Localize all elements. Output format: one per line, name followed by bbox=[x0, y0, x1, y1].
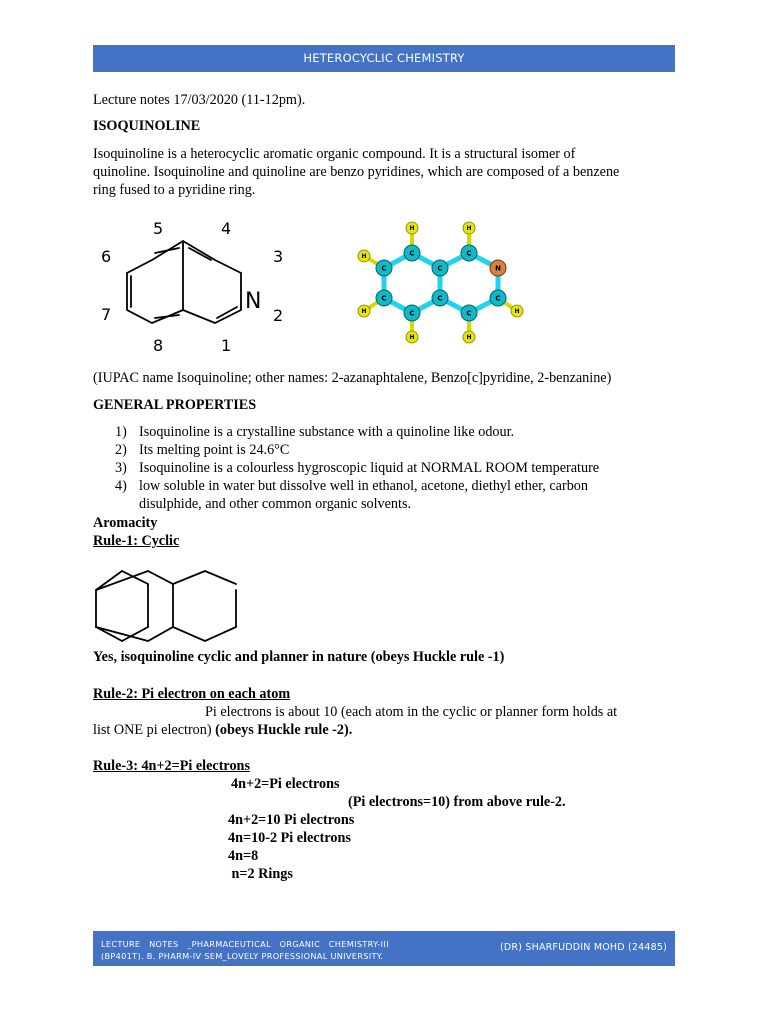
intro-line-3: ring fused to a pyridine ring. bbox=[93, 182, 256, 198]
rule3-heading: Rule-3: 4n+2=Pi electrons bbox=[93, 758, 250, 774]
position-2: 2 bbox=[273, 306, 284, 325]
svg-text:C: C bbox=[466, 249, 472, 258]
rule3-line-2: (Pi electrons=10) from above rule-2. bbox=[348, 794, 566, 810]
position-8: 8 bbox=[153, 336, 164, 355]
hydrogen-atom bbox=[463, 222, 475, 234]
svg-text:C: C bbox=[381, 294, 387, 303]
svg-text:H: H bbox=[361, 308, 367, 315]
list-text: Its melting point is 24.6°C bbox=[139, 442, 290, 458]
rule3-line-3: 4n+2=10 Pi electrons bbox=[228, 812, 355, 828]
footer-bar bbox=[93, 931, 675, 966]
rule3-line-1: 4n+2=Pi electrons bbox=[231, 776, 340, 792]
hydrogen-atom bbox=[358, 250, 370, 262]
svg-text:H: H bbox=[514, 308, 520, 315]
position-5: 5 bbox=[153, 219, 164, 238]
svg-text:C: C bbox=[409, 249, 415, 258]
list-text: low soluble in water but dissolve well in ethanol, acetone, diethyl ether, carbon bbox=[139, 478, 588, 494]
svg-text:H: H bbox=[409, 334, 415, 341]
carbon-atom bbox=[404, 245, 420, 261]
isoquinoline-numbered-structure bbox=[93, 210, 313, 360]
svg-text:C: C bbox=[437, 264, 443, 273]
header-title: HETEROCYCLIC CHEMISTRY bbox=[303, 51, 465, 65]
svg-text:C: C bbox=[409, 309, 415, 318]
hydrogen-atom bbox=[406, 331, 418, 343]
intro-line-2: quinoline. Isoquinoline and quinoline are benzo pyridines, which are composed of a benzene bbox=[93, 164, 620, 180]
svg-text:C: C bbox=[381, 264, 387, 273]
aromacity-heading: Aromacity bbox=[93, 515, 158, 531]
carbon-atom bbox=[461, 305, 477, 321]
carbon-atom bbox=[376, 260, 392, 276]
nitrogen-atom bbox=[490, 260, 506, 276]
rule2-line-2 bbox=[93, 721, 352, 739]
page-heading: ISOQUINOLINE bbox=[93, 118, 201, 134]
list-number: 1) bbox=[115, 424, 127, 440]
carbon-atom bbox=[432, 260, 448, 276]
svg-text:C: C bbox=[466, 309, 472, 318]
list-number: 3) bbox=[115, 460, 127, 476]
list-item bbox=[115, 441, 599, 459]
footer-author: (DR) SHARFUDDIN MOHD (24485) bbox=[500, 942, 667, 953]
isoquinoline-structure bbox=[93, 565, 273, 647]
footer-course-info bbox=[101, 938, 389, 962]
list-item bbox=[115, 459, 599, 477]
carbon-atom bbox=[432, 290, 448, 306]
hydrogen-atom bbox=[406, 222, 418, 234]
rule3-line-4: 4n=10-2 Pi electrons bbox=[228, 830, 351, 846]
position-7: 7 bbox=[101, 305, 112, 324]
lecture-date: Lecture notes 17/03/2020 (11-12pm). bbox=[93, 92, 306, 108]
hydrogen-atom bbox=[511, 305, 523, 317]
rule2-line-1: Pi electrons is about 10 (each atom in the cyclic or planner form holds at bbox=[205, 704, 618, 720]
general-properties-heading: GENERAL PROPERTIES bbox=[93, 397, 257, 413]
list-text: Isoquinoline is a colourless hygroscopic liquid at NORMAL ROOM temperature bbox=[139, 460, 600, 476]
svg-text:N: N bbox=[495, 264, 501, 273]
intro-line-1: Isoquinoline is a heterocyclic aromatic organic compound. It is a structural isomer of bbox=[93, 146, 576, 162]
header-bar bbox=[93, 45, 675, 72]
footer-line-1: LECTURE NOTES _PHARMACEUTICAL ORGANIC CHEMISTRY-III bbox=[101, 939, 389, 949]
position-1: 1 bbox=[221, 336, 232, 355]
list-item bbox=[115, 477, 599, 513]
isoquinoline-ball-stick-model bbox=[352, 215, 532, 350]
list-number: 4) bbox=[115, 478, 127, 494]
position-6: 6 bbox=[101, 247, 112, 266]
hydrogen-atom bbox=[463, 331, 475, 343]
carbon-atom bbox=[376, 290, 392, 306]
position-4: 4 bbox=[221, 219, 232, 238]
list-item bbox=[115, 423, 599, 441]
position-3: 3 bbox=[273, 247, 284, 266]
rule3-line-6: n=2 Rings bbox=[228, 866, 293, 882]
list-number: 2) bbox=[115, 442, 127, 458]
rule1-heading: Rule-1: Cyclic bbox=[93, 533, 180, 549]
rule2-line-2-plain: list ONE pi electron) bbox=[93, 722, 216, 738]
carbon-atom bbox=[490, 290, 506, 306]
svg-text:H: H bbox=[361, 253, 367, 260]
list-text: disulphide, and other common organic solvents. bbox=[139, 496, 412, 512]
rule2-line-2-bold: (obeys Huckle rule -2). bbox=[215, 722, 353, 738]
rule2-heading: Rule-2: Pi electron on each atom bbox=[93, 686, 291, 702]
footer-line-2: (BP401T). B. PHARM-IV SEM_LOVELY PROFESSIONAL UNIVERSITY. bbox=[101, 951, 384, 961]
svg-text:H: H bbox=[466, 225, 472, 232]
svg-text:C: C bbox=[437, 294, 443, 303]
nitrogen-label: N bbox=[245, 289, 262, 314]
rule1-text: Yes, isoquinoline cyclic and planner in nature (obeys Huckle rule -1) bbox=[93, 649, 505, 665]
carbon-atom bbox=[461, 245, 477, 261]
svg-text:H: H bbox=[409, 225, 415, 232]
list-text: Isoquinoline is a crystalline substance with a quinoline like odour. bbox=[139, 424, 515, 440]
svg-text:C: C bbox=[495, 294, 501, 303]
properties-list bbox=[115, 423, 599, 513]
iupac-note: (IUPAC name Isoquinoline; other names: 2-azanaphtalene, Benzo[c]pyridine, 2-benzanine) bbox=[93, 370, 612, 386]
hydrogen-atom bbox=[358, 305, 370, 317]
carbon-atom bbox=[404, 305, 420, 321]
svg-text:H: H bbox=[466, 334, 472, 341]
rule3-line-5: 4n=8 bbox=[228, 848, 259, 864]
